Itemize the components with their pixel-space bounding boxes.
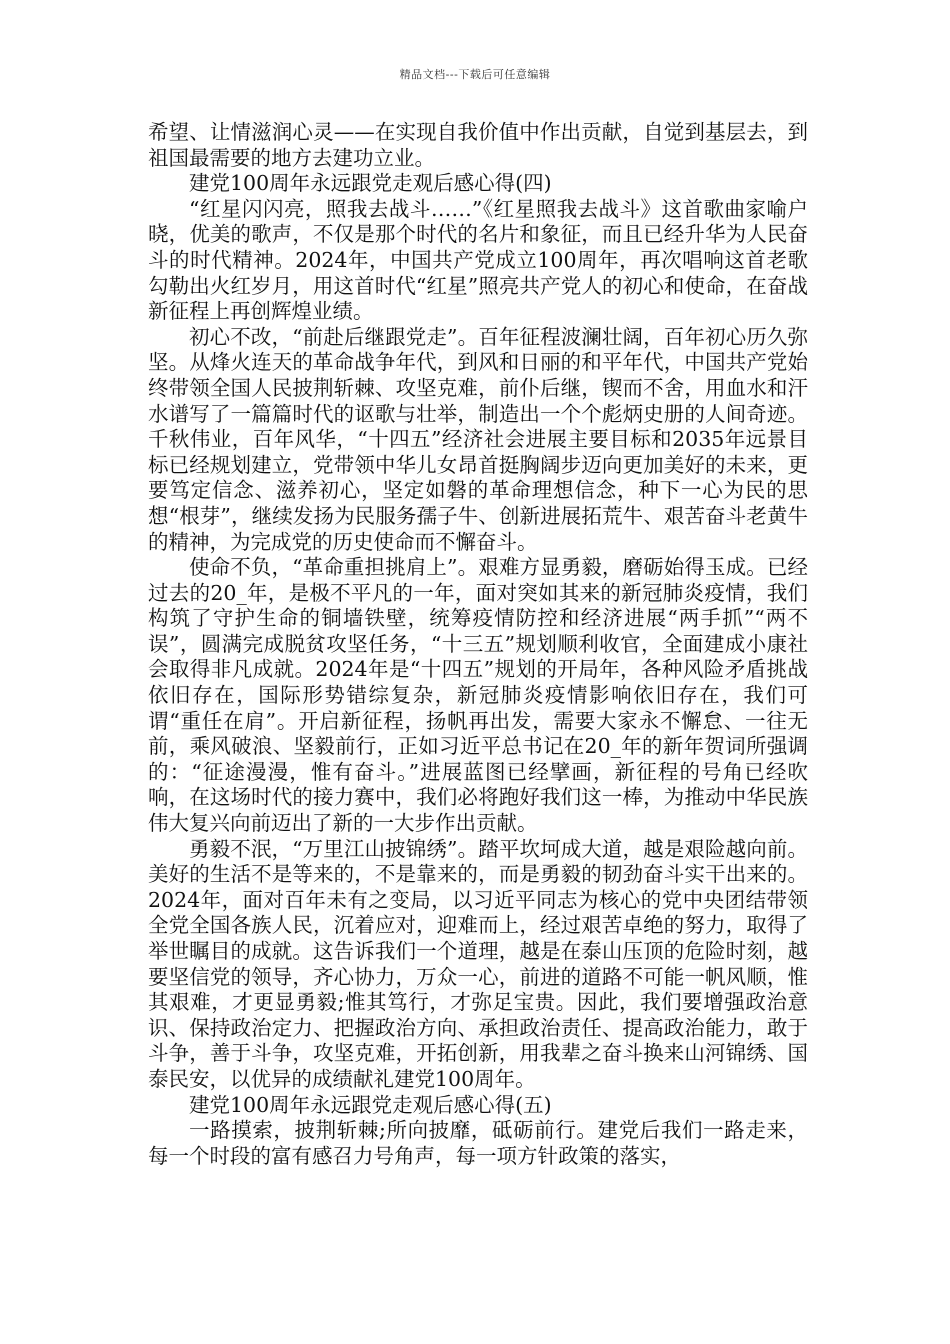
body-paragraph: 初心不改，“前赴后继跟党走”。百年征程波澜壮阔，百年初心历久弥坚。从烽火连天的革命战争年代，到风和日丽的和平年代，中国共产党始终带领全国人民披荆斩棘、攻坚克难，前仆后继，锲而不舍，用血水和汗水谱写了一篇篇时代的讴歌与壮举，制造出一个个彪炳史册的人间奇迹。千秋伟业，百年风华，“十四五”经济社会进展主要目标和2035年远景目标已经规划建立，党带领中华儿女昂首挺胸阔步迈向更加美好的未来，更要笃定信念、滋养初心，坚定如磐的革命理想信念，种下一心为民的思想“根芽”，继续发扬为民服务孺子牛、创新进展拓荒牛、艰苦奋斗老黄牛的精神，为完成党的历史使命而不懈奋斗。 — [148, 324, 808, 554]
body-paragraph: “红星闪闪亮，照我去战斗……”《红星照我去战斗》这首歌曲家喻户晓，优美的歌声，不仅是那个时代的名片和象征，而且已经升华为人民奋斗的时代精神。2024年，中国共产党成立100周年，再次唱响这首老歌勾勒出火红岁月，用这首时代“红星”照亮共产党人的初心和使命，在奋战新征程上再创辉煌业绩。 — [148, 196, 808, 324]
body-paragraph: 一路摸索，披荆斩棘;所向披靡，砥砺前行。建党后我们一路走来，每一个时段的富有感召力号角声，每一项方针政策的落实， — [148, 1118, 808, 1168]
section-heading-5: 建党100周年永远跟党走观后感心得(五) — [189, 1092, 552, 1117]
body-paragraph: 使命不负，“革命重担挑肩上”。艰难方显勇毅，磨砺始得玉成。已经过去的20_年，是极不平凡的一年，面对突如其来的新冠肺炎疫情，我们构筑了守护生命的铜墙铁壁，统筹疫情防控和经济进展“两手抓”“两不误”，圆满完成脱贫攻坚任务，“十三五”规划顺利收官，全面建成小康社会取得非凡成就。2024年是“十四五”规划的开局年，各种风险矛盾挑战依旧存在，国际形势错综复杂，新冠肺炎疫情影响依旧存在，我们可谓“重任在肩”。开启新征程，扬帆再出发，需要大家永不懈怠、一往无前，乘风破浪、坚毅前行，正如习近平总书记在20_年的新年贺词所强调的：“征途漫漫，惟有奋斗。”进展蓝图已经擘画，新征程的号角已经吹响，在这场时代的接力赛中，我们必将跑好我们这一棒，为推动中华民族伟大复兴向前迈出了新的一大步作出贡献。 — [148, 555, 808, 836]
document-body — [148, 120, 808, 1169]
body-paragraph: 勇毅不泯，“万里江山披锦绣”。踏平坎坷成大道，越是艰险越向前。美好的生活不是等来的，不是靠来的，而是勇毅的韧劲奋斗实干出来的。2024年，面对百年未有之变局，以习近平同志为核心的党中央团结带领全党全国各族人民，沉着应对，迎难而上，经过艰苦卓绝的努力，取得了举世瞩目的成就。这告诉我们一个道理，越是在泰山压顶的危险时刻，越要坚信党的领导，齐心协力，万众一心，前进的道路不可能一帆风顺，惟其艰难，才更显勇毅;惟其笃行，才弥足宝贵。因此，我们要增强政治意识、保持政治定力、把握政治方向、承担政治责任、提高政治能力，敢于斗争，善于斗争，攻坚克难，开拓创新，用我辈之奋斗换来山河锦绣、国泰民安，以优异的成绩献礼建党100周年。 — [148, 836, 808, 1091]
page-header: 精品文档---下载后可任意编辑 — [399, 68, 551, 81]
continuation-paragraph: 希望、让情滋润心灵——在实现自我价值中作出贡献，自觉到基层去，到祖国最需要的地方去建功立业。 — [148, 120, 808, 170]
section-heading-4: 建党100周年永远跟党走观后感心得(四) — [189, 171, 552, 196]
